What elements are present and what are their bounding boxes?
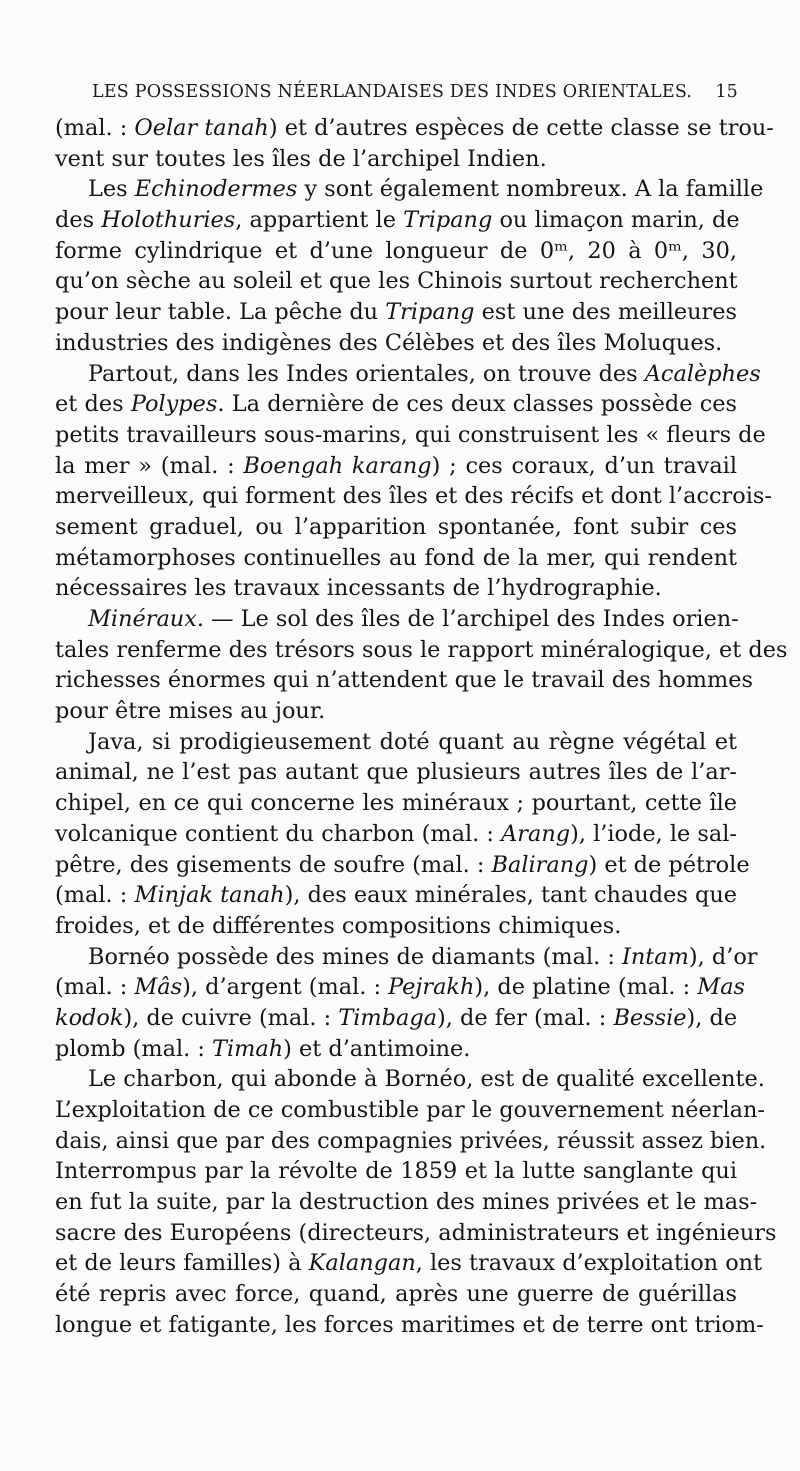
text-run: forme cylindrique et d’une longueur de 0ᵐ, 20 à 0ᵐ, 30, [55, 237, 737, 264]
text-run: plomb (mal. : [55, 1035, 213, 1062]
text-line [55, 1218, 777, 1249]
text-line [55, 266, 737, 297]
text-line [55, 205, 740, 236]
italic-term: Pejrakh [388, 974, 475, 1001]
italic-term: Bessie [613, 1004, 687, 1031]
text-run: pour leur table. La pêche du [55, 299, 386, 326]
text-run: qu’on sèche au soleil et que les Chinois surtout recherchent [55, 268, 738, 295]
text-run: et de leurs familles) à [55, 1250, 309, 1277]
text-run: froides, et de différentes compositions chimiques. [55, 912, 622, 939]
text-line [55, 850, 750, 881]
text-run: . — Le sol des îles de l’archipel des Indes orien- [196, 606, 739, 632]
text-run: en fut la suite, par la destruction des mines privées et le mas- [55, 1189, 758, 1216]
text-run: industries des indigènes des Célèbes et des îles Moluques. [55, 329, 723, 356]
text-run: ) ; ces coraux, d’un travail [431, 452, 737, 479]
text-line [55, 1064, 765, 1095]
text-line [55, 451, 737, 482]
text-line [55, 389, 737, 420]
text-line [55, 635, 788, 666]
text-run: ) et d’antimoine. [283, 1035, 471, 1062]
text-line [55, 1095, 765, 1126]
text-line [55, 665, 754, 696]
text-run: volcanique contient du charbon (mal. : [55, 820, 502, 847]
text-run: été repris avec force, quand, après une guerre de guérillas [55, 1281, 737, 1308]
text-line [55, 972, 746, 1003]
text-run: longue et fatigante, les forces maritimes et de terre ont triom- [55, 1311, 764, 1338]
text-run: Java, si prodigieusement doté quant au règne végétal et [88, 728, 737, 755]
italic-term: kodok [55, 1004, 124, 1031]
text-line [55, 757, 737, 788]
italic-term: Echinodermes [134, 176, 298, 203]
text-run: ), de cuivre (mal. : [123, 1004, 339, 1031]
italic-term: Timbaga [338, 1004, 438, 1031]
text-line [55, 359, 761, 390]
text-run: Les [88, 176, 135, 203]
italic-term: Acalèphes [644, 360, 761, 387]
text-run: Interrompus par la révolte de 1859 et la lutte sanglante qui [55, 1158, 737, 1185]
text-line [55, 1187, 758, 1218]
text-run: animal, ne l’est pas autant que plusieurs autres îles de l’ar- [55, 759, 737, 786]
italic-term: Mas [697, 974, 746, 1001]
text-run: métamorphoses continuelles au fond de la mer, qui rendent [55, 544, 737, 571]
italic-term: Oelar tanah [134, 115, 269, 141]
italic-term: Timah [212, 1035, 284, 1062]
text-line [55, 1003, 737, 1034]
text-run: et des [55, 391, 131, 418]
text-run: la mer » (mal. : [55, 452, 244, 479]
text-run: ) et d’autres espèces de cette classe se trou- [268, 115, 774, 141]
text-run: (mal. : [55, 115, 135, 141]
header-title: LES POSSESSIONS NÉERLANDAISES DES INDES ORIENTALES. [92, 82, 693, 102]
text-line [55, 727, 737, 758]
text-line [55, 942, 758, 973]
text-line [55, 420, 766, 451]
text-line [55, 236, 737, 267]
text-run: ), de fer (mal. : [437, 1004, 614, 1031]
text-run: vent sur toutes les îles de l’archipel Indien. [55, 145, 547, 172]
text-line [55, 1034, 737, 1065]
text-line [55, 297, 737, 328]
running-header [92, 78, 738, 106]
italic-term: Kalangan [308, 1250, 416, 1277]
text-run: des [55, 207, 102, 234]
italic-term: Tripang [403, 207, 493, 234]
text-run: (mal. : [55, 882, 135, 909]
text-run: ), l’iode, le sal- [570, 820, 737, 847]
text-run: merveilleux, qui forment des îles et des récifs et dont l’accrois- [55, 483, 772, 510]
text-run: ) et de pétrole [588, 851, 750, 878]
text-run: pour être mises au jour. [55, 698, 326, 725]
text-run: tales renferme des trésors sous le rapport minéralogique, et des [55, 636, 788, 663]
text-run: est une des meilleures [474, 299, 737, 326]
text-line [55, 144, 737, 175]
text-run: Partout, dans les Indes orientales, on trouve des [88, 360, 645, 387]
text-run: petits travailleurs sous-marins, qui construisent les « fleurs de [55, 421, 766, 448]
text-run: ), des eaux minérales, tant chaudes que [284, 882, 737, 909]
text-line [55, 604, 737, 635]
text-run: ), d’or [688, 943, 758, 970]
italic-term: Holothuries [101, 207, 236, 234]
text-run: chipel, en ce qui concerne les minéraux ; pourtant, cette île [55, 790, 737, 817]
text-line [55, 911, 737, 942]
text-run: ), de platine (mal. : [474, 974, 698, 1001]
italic-term: Arang [501, 820, 571, 847]
text-run: pêtre, des gisements de soufre (mal. : [55, 851, 492, 878]
text-run: L’exploitation de ce combustible par le gouvernement néerlan- [55, 1097, 765, 1123]
text-run: nécessaires les travaux incessants de l’hydrographie. [55, 575, 662, 602]
text-line [55, 328, 737, 359]
text-line [55, 113, 774, 144]
text-line [55, 481, 772, 512]
text-run: ou limaçon marin, de [492, 207, 740, 234]
text-run: . La dernière de ces deux classes possède ces [217, 391, 738, 418]
text-run: , appartient le [235, 207, 404, 234]
text-run: Bornéo possède des mines de diamants (mal. : [88, 943, 623, 970]
text-line [55, 788, 737, 819]
page-number: 15 [715, 82, 738, 102]
italic-term: Polypes [130, 391, 218, 418]
italic-term: Tripang [385, 299, 475, 326]
italic-term: Mâs [134, 974, 183, 1001]
text-line [55, 1248, 763, 1279]
italic-term: Intam [622, 943, 689, 970]
text-run: sacre des Européens (directeurs, administrateurs et ingénieurs [55, 1219, 777, 1246]
italic-term: Minéraux [88, 606, 197, 632]
text-run: y sont également nombreux. A la famille [297, 176, 764, 203]
text-line [55, 1279, 737, 1310]
text-line [55, 174, 764, 205]
text-line [55, 573, 737, 604]
italic-term: Boengah karang [243, 452, 432, 479]
italic-term: Balirang [491, 851, 589, 878]
text-run: (mal. : [55, 974, 135, 1001]
text-line [55, 819, 737, 850]
text-line [55, 1126, 767, 1157]
italic-term: Minjak tanah [134, 882, 285, 909]
text-line [55, 1310, 764, 1341]
text-run: richesses énormes qui n’attendent que le travail des hommes [55, 667, 754, 694]
text-run: sement graduel, ou l’apparition spontanée, font subir ces [55, 513, 737, 540]
text-run: , les travaux d’exploitation ont [415, 1250, 763, 1277]
text-line [55, 880, 737, 911]
text-run: Le charbon, qui abonde à Bornéo, est de qualité excellente. [88, 1066, 765, 1093]
text-line [55, 696, 737, 727]
text-line [55, 1156, 737, 1187]
text-run: ), de [686, 1004, 738, 1031]
text-run: dais, ainsi que par des compagnies privées, réussit assez bien. [55, 1127, 767, 1154]
text-line [55, 543, 737, 574]
body-text [55, 113, 788, 1341]
text-run: ), d’argent (mal. : [182, 974, 389, 1001]
text-line [55, 512, 737, 543]
